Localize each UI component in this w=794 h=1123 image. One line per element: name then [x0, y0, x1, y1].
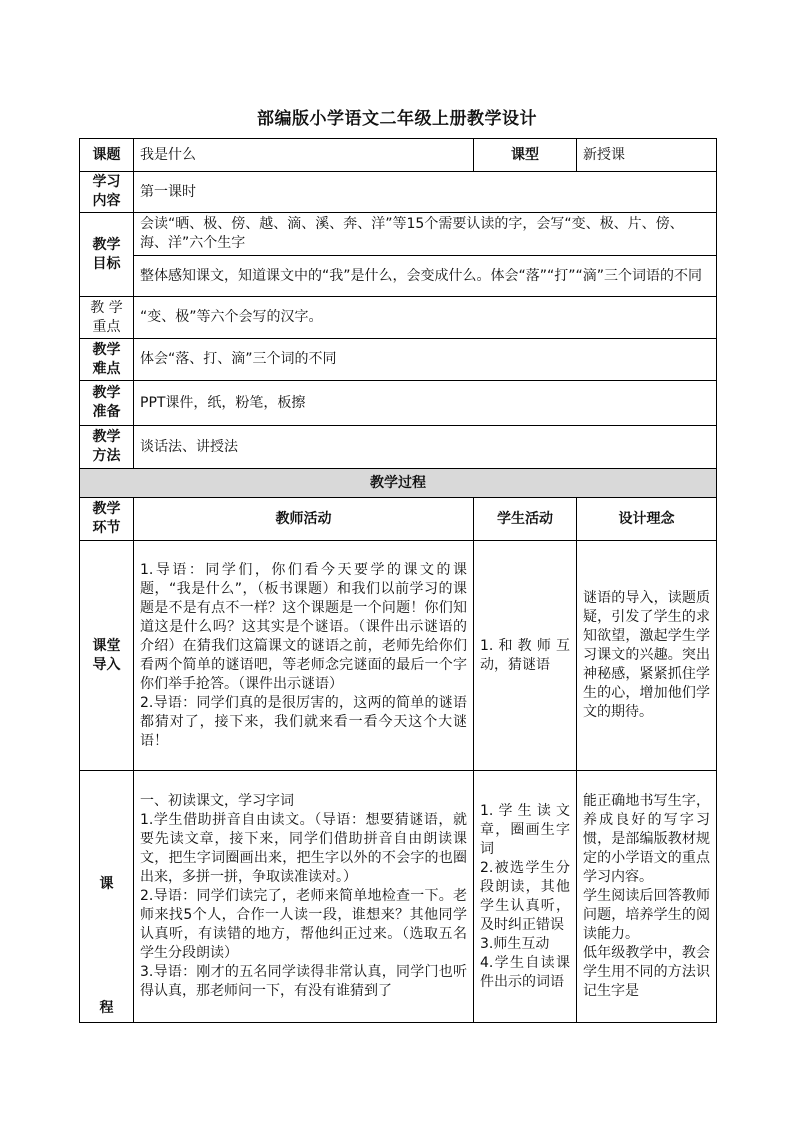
lesson-student-activity [474, 771, 577, 1023]
lesson-teacher-step-1: 1.学生借助拼音自由读文。（导语：想要猜谜语，就要先读文章，接下来，同学们借助拼音自由朗读课文，把生字词圈画出来，把生字以外的不会字的也圈出来，多拼一拼，争取读准读对。） [140, 812, 467, 885]
row-content [80, 172, 717, 213]
row-section-process [80, 469, 717, 498]
row-goals-2 [80, 256, 717, 297]
key-points-value: “变、极”等六个会写的汉字。 [134, 297, 717, 339]
key-points-label: 教 学 重点 [80, 297, 134, 339]
col-concept-header: 设计理念 [577, 498, 717, 541]
row-lesson [80, 771, 717, 1023]
content-value: 第一课时 [134, 172, 717, 213]
difficulty-value: 体会“落、打、滴”三个词的不同 [134, 339, 717, 381]
lesson-plan-table [79, 138, 717, 1023]
goals-item-2: 整体感知课文，知道课文中的“我”是什么，会变成什么。体会“落”“打”“滴”三个词语的不同 [134, 256, 717, 297]
intro-stage-label: 课堂导入 [80, 541, 134, 771]
method-label: 教学方法 [80, 426, 134, 469]
document-title: 部编版小学语文二年级上册教学设计 [257, 109, 537, 129]
lesson-student-step-2: 2.被选学生分段朗读，其他学生认真听，及时纠正错误 [480, 859, 570, 933]
row-intro [80, 541, 717, 771]
lesson-student-step-4: 4.学生自读课件出示的词语 [480, 954, 570, 990]
topic-label: 课题 [80, 139, 134, 172]
goals-label: 教学目标 [80, 213, 134, 297]
type-value: 新授课 [577, 139, 717, 172]
lesson-concept-3: 低年级教学中，教会学生用不同的方法识记生字是 [583, 945, 710, 999]
goals-item-1: 会读“晒、极、傍、越、滴、溪、奔、洋”等15个需要认读的字，会写“变、极、片、傍、海、洋”六个生字 [134, 213, 717, 256]
row-process-header [80, 498, 717, 541]
row-method [80, 426, 717, 469]
intro-student-activity: 1.和教师互动，猜谜语 [474, 541, 577, 771]
preparation-value: PPT课件，纸，粉笔，板擦 [134, 381, 717, 426]
row-topic [80, 139, 717, 172]
lesson-concept-1: 能正确地书写生字，养成良好的写字习惯，是部编版教材规定的小学语文的重点学习内容。 [583, 793, 710, 885]
content-label: 学习内容 [80, 172, 134, 213]
lesson-teacher-heading: 一、初读课文，学习字词 [140, 793, 294, 809]
row-key-points [80, 297, 717, 339]
row-preparation [80, 381, 717, 426]
lesson-teacher-step-3: 3.导语：刚才的五名同学读得非常认真，同学门也听得认真，那老师问一下，有没有谁猜到了 [140, 964, 467, 999]
lesson-teacher-activity [134, 771, 474, 1023]
lesson-teacher-step-2: 2.导语：同学们读完了，老师来简单地检查一下。老师来找5个人，合作一人读一段，谁想来？其他同学认真听，有读错的地方，帮他纠正过来。（选取五名学生分段朗读） [140, 888, 467, 961]
intro-teacher-activity [134, 541, 474, 771]
intro-teacher-step-2: 2.导语：同学们真的是很厉害的，这两的简单的谜语都猜对了，接下来，我们就来看一看今天这个大谜语！ [140, 694, 467, 749]
col-student-header: 学生活动 [474, 498, 577, 541]
row-difficulty [80, 339, 717, 381]
col-teacher-header: 教师活动 [134, 498, 474, 541]
row-goals-1 [80, 213, 717, 256]
lesson-student-step-1: 1.学生读文章，圈画生字词 [480, 802, 570, 857]
col-stage-header: 教学环节 [80, 498, 134, 541]
type-label: 课型 [474, 139, 577, 172]
intro-design-concept: 谜语的导入，读题质疑，引发了学生的求知欲望，激起学生学习课文的兴趣。突出神秘感，紧紧抓住学生的心，增加他们学文的期待。 [577, 541, 717, 771]
topic-value: 我是什么 [134, 139, 474, 172]
lesson-student-step-3: 3.师生互动 [480, 935, 550, 952]
lesson-concept-2: 学生阅读后回答教师问题，培养学生的阅读能力。 [583, 888, 710, 942]
difficulty-label: 教学难点 [80, 339, 134, 381]
intro-teacher-step-1: 1.导语：同学们，你们看今天要学的课文的课题，“我是什么”，（板书课题）和我们以前学习的课题是不是有点不一样？这个课题是一个问题！你们知道这是什么吗？这其实是个谜语。（课件出示谜语的介绍）在猜我们这篇课文的谜语之前，老师先给你们看两个简单的谜语吧，等老师念完谜面的最后一个字你们举手抢答。（课件出示谜语） [140, 561, 467, 692]
lesson-design-concept [577, 771, 717, 1023]
process-section-title: 教学过程 [80, 469, 717, 498]
method-value: 谈话法、讲授法 [134, 426, 717, 469]
lesson-stage-char-1: 课 [99, 876, 114, 892]
lesson-stage-char-2: 程 [99, 1000, 114, 1016]
lesson-stage-cell [80, 771, 134, 1023]
preparation-label: 教学准备 [80, 381, 134, 426]
